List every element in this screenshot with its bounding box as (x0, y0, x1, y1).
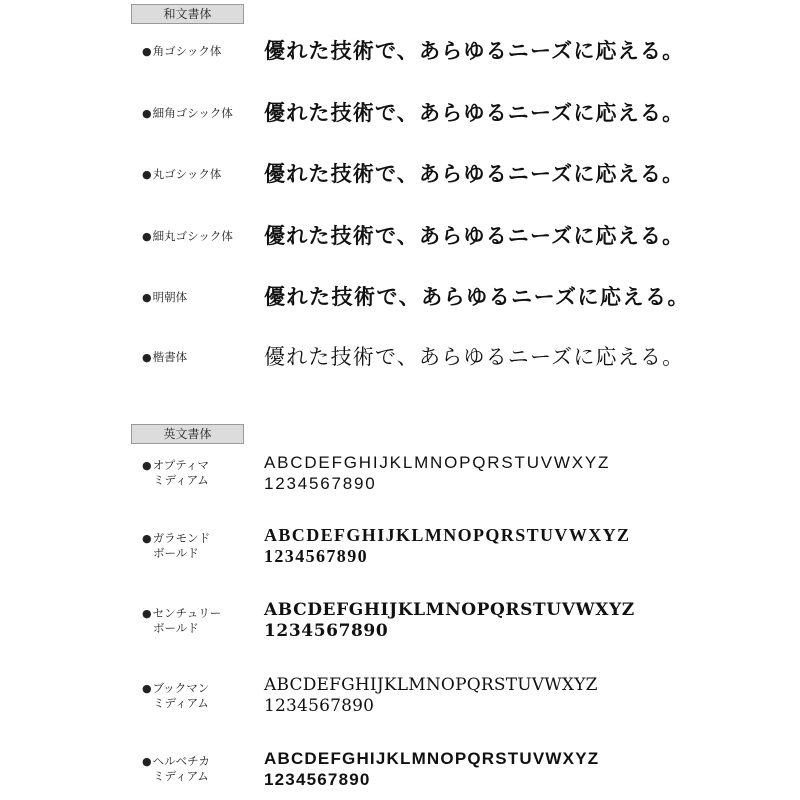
jp-label: ●細丸ゴシック体 (142, 229, 233, 243)
jp-label: ●明朝体 (142, 290, 188, 304)
en-label: ●オプティマ ミディアム (142, 458, 209, 487)
en-alphabet: ABCDEFGHIJKLMNOPQRSTUVWXYZ (264, 600, 635, 620)
bullet-icon: ● (142, 532, 152, 545)
bullet-icon: ● (142, 168, 152, 181)
jp-sample: 優れた技術で、あらゆるニーズに応える。 (264, 162, 685, 186)
en-sample (264, 525, 630, 567)
jp-label: ●楷書体 (142, 350, 188, 364)
en-alphabet: ABCDEFGHIJKLMNOPQRSTUVWXYZ (264, 525, 631, 545)
en-label: ●ガラモンド ボールド (142, 531, 211, 560)
jp-label: ●角ゴシック体 (142, 44, 222, 58)
english-fonts-header: 英文書体 (131, 424, 244, 444)
bullet-icon: ● (142, 755, 152, 768)
jp-sample: 優れた技術で、あらゆるニーズに応える。 (264, 284, 691, 309)
en-digits: 1234567890 (264, 546, 368, 566)
en-digits: 1234567890 (264, 621, 389, 641)
jp-sample: 優れた技術で、あらゆるニーズに応える。 (264, 101, 685, 125)
jp-label: ●丸ゴシック体 (142, 167, 222, 181)
en-alphabet: ABCDEFGHIJKLMNOPQRSTUVWXYZ (264, 749, 600, 768)
bullet-icon: ● (142, 351, 152, 364)
en-label: ●ブックマン ミディアム (142, 681, 210, 710)
jp-sample: 優れた技術で、あらゆるニーズに応える。 (264, 345, 685, 369)
en-alphabet: ABCDEFGHIJKLMNOPQRSTUVWXYZ (264, 453, 611, 472)
en-label: ●ヘルベチカ ミディアム (142, 754, 210, 783)
jp-sample: 優れた技術で、あらゆるニーズに応える。 (264, 39, 685, 63)
en-sample (264, 675, 598, 717)
bullet-icon: ● (142, 107, 152, 120)
bullet-icon: ● (142, 459, 152, 472)
bullet-icon: ● (142, 230, 152, 243)
bullet-icon: ● (142, 45, 152, 58)
bullet-icon: ● (142, 607, 152, 620)
bullet-icon: ● (142, 291, 152, 304)
en-label: ●センチュリー ボールド (142, 606, 222, 635)
en-sample (264, 600, 635, 642)
en-digits: 1234567890 (264, 696, 375, 716)
en-digits: 1234567890 (264, 474, 377, 493)
japanese-fonts-header: 和文書体 (131, 4, 244, 24)
en-sample (264, 452, 610, 494)
en-alphabet: ABCDEFGHIJKLMNOPQRSTUVWXYZ (264, 675, 598, 695)
en-digits: 1234567890 (264, 770, 371, 789)
jp-sample: 優れた技術で、あらゆるニーズに応える。 (264, 224, 685, 248)
jp-label: ●細角ゴシック体 (142, 106, 233, 120)
en-sample (264, 748, 599, 790)
bullet-icon: ● (142, 682, 152, 695)
